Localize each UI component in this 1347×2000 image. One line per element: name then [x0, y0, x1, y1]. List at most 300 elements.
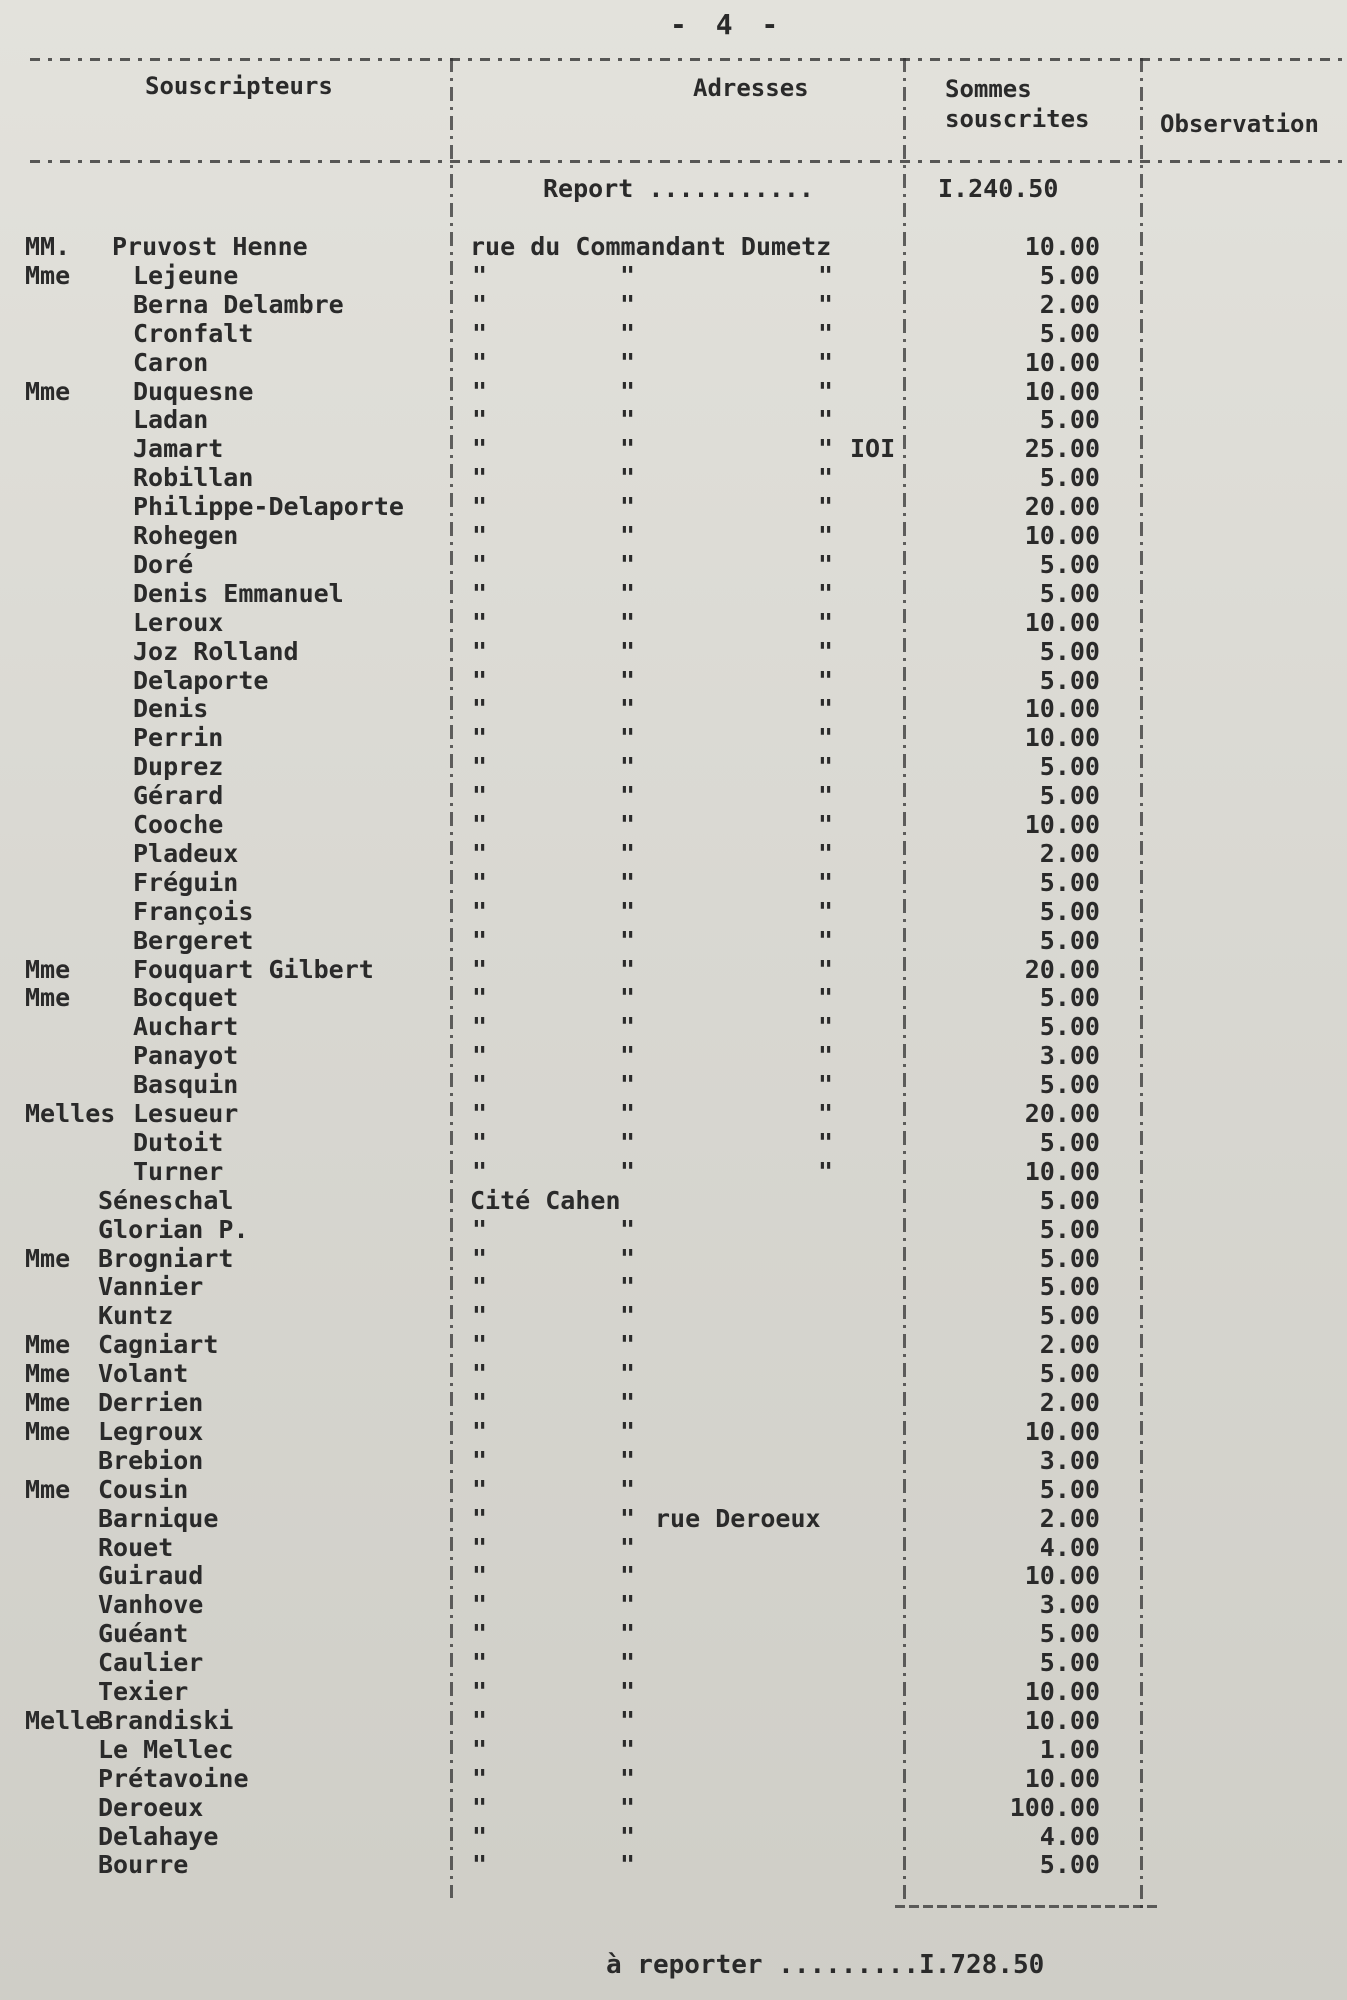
- header-sums: Sommes souscrites: [945, 75, 1090, 133]
- subscriber-name: Doré: [133, 549, 194, 579]
- subscriber-title: Mme: [25, 260, 71, 290]
- list-item: [0, 348, 1347, 377]
- list-item: [0, 1272, 1347, 1301]
- ditto-mark: ": [472, 260, 488, 290]
- list-item: [0, 1128, 1347, 1157]
- ditto-mark: ": [620, 1359, 636, 1389]
- ditto-mark: ": [472, 1388, 488, 1417]
- ditto-mark: ": [818, 1127, 834, 1157]
- ditto-mark: ": [472, 1272, 488, 1302]
- list-item: [0, 492, 1347, 521]
- ditto-mark: ": [818, 781, 834, 811]
- ditto-mark: ": [818, 896, 834, 926]
- subscriber-name: Rohegen: [133, 521, 239, 550]
- subscriber-name: Perrin: [133, 723, 224, 753]
- header-top-rule: [30, 58, 1347, 61]
- ditto-mark: ": [620, 694, 636, 724]
- list-item: [0, 1244, 1347, 1273]
- subscriber-name: Séneschal: [98, 1185, 234, 1215]
- subscriber-title: Mme: [25, 1474, 71, 1504]
- ditto-mark: ": [818, 289, 834, 319]
- ditto-mark: ": [472, 1041, 488, 1071]
- subscribed-amount: 5.00: [1039, 260, 1100, 290]
- ditto-mark: ": [472, 1012, 488, 1042]
- subscribed-amount: 3.00: [1039, 1590, 1100, 1620]
- subscribed-amount: 5.00: [1039, 405, 1100, 435]
- subscriber-name: Auchart: [133, 1012, 239, 1042]
- ditto-mark: ": [472, 434, 488, 464]
- subscriber-name: Leroux: [133, 607, 224, 637]
- subscribed-amount: 10.00: [1024, 376, 1100, 406]
- ditto-mark: ": [818, 463, 834, 493]
- address-note: IOI: [850, 434, 896, 464]
- list-item: [0, 1677, 1347, 1706]
- header-observation: Observation: [1160, 110, 1319, 138]
- list-item: [0, 810, 1347, 839]
- subscriber-name: Delahaye: [98, 1821, 219, 1851]
- subscribed-amount: 5.00: [1039, 896, 1100, 926]
- list-item: [0, 752, 1347, 781]
- ditto-mark: ": [620, 347, 636, 377]
- ditto-mark: ": [472, 289, 488, 319]
- subscriber-name: Caron: [133, 347, 209, 377]
- list-item: [0, 1706, 1347, 1735]
- ditto-mark: ": [620, 1677, 636, 1706]
- ditto-mark: ": [472, 1359, 488, 1389]
- list-item: [0, 926, 1347, 955]
- ditto-mark: ": [620, 1474, 636, 1504]
- header-bottom-rule: [30, 160, 1347, 163]
- list-item: [0, 1215, 1347, 1244]
- subscribed-amount: 5.00: [1039, 1012, 1100, 1042]
- subscriber-name: Gérard: [133, 781, 224, 811]
- ditto-mark: ": [472, 694, 488, 724]
- carry-forward-total: à reporter .........I.728.50: [606, 1950, 1045, 1980]
- subscriber-name: Guiraud: [98, 1561, 204, 1591]
- ditto-mark: ": [620, 1532, 636, 1562]
- ditto-mark: ": [472, 1474, 488, 1504]
- subscriber-name: Panayot: [133, 1041, 239, 1071]
- subscribed-amount: 10.00: [1024, 521, 1100, 550]
- ditto-mark: ": [472, 1734, 488, 1764]
- ditto-mark: ": [472, 318, 488, 348]
- ditto-mark: ": [472, 752, 488, 782]
- subscriber-name: Robillan: [133, 463, 254, 493]
- ditto-mark: ": [620, 434, 636, 464]
- subscriber-name: Legroux: [98, 1416, 204, 1446]
- subscriber-address: Cité Cahen: [470, 1185, 621, 1215]
- ditto-mark: ": [620, 1301, 636, 1331]
- list-item: [0, 434, 1347, 463]
- ditto-mark: ": [472, 492, 488, 522]
- list-item: [0, 1301, 1347, 1330]
- ditto-mark: ": [620, 810, 636, 839]
- ditto-mark: ": [472, 1416, 488, 1446]
- ditto-mark: ": [818, 347, 834, 377]
- ditto-mark: ": [472, 1156, 488, 1186]
- subscriber-name: Jamart: [133, 434, 224, 464]
- ditto-mark: ": [620, 1041, 636, 1071]
- subscriber-name: Basquin: [133, 1070, 239, 1100]
- subscribed-amount: 25.00: [1024, 434, 1100, 464]
- report-label: Report ...........: [543, 174, 814, 203]
- list-item: [0, 463, 1347, 492]
- subscribed-amount: 5.00: [1039, 1474, 1100, 1504]
- ditto-mark: ": [818, 1041, 834, 1071]
- list-item: [0, 1012, 1347, 1041]
- ditto-mark: ": [620, 636, 636, 666]
- ditto-mark: ": [472, 636, 488, 666]
- subscriber-name: Rouet: [98, 1532, 174, 1562]
- ditto-mark: ": [620, 723, 636, 753]
- header-subscribers: Souscripteurs: [145, 72, 333, 100]
- ditto-mark: ": [472, 1821, 488, 1851]
- subscriber-name: Fréguin: [133, 867, 239, 897]
- ditto-mark: ": [620, 838, 636, 868]
- ditto-mark: ": [620, 492, 636, 522]
- ditto-mark: ": [818, 694, 834, 724]
- ditto-mark: ": [620, 463, 636, 493]
- list-item: [0, 1388, 1347, 1417]
- subscriber-title: Melle: [25, 1705, 101, 1735]
- ditto-mark: ": [818, 1070, 834, 1100]
- subscriber-name: Bocquet: [133, 983, 239, 1013]
- list-item: [0, 1561, 1347, 1590]
- subscribed-amount: 5.00: [1039, 1619, 1100, 1649]
- ditto-mark: ": [472, 405, 488, 435]
- subscriber-name: Philippe-Delaporte: [133, 492, 404, 522]
- ditto-mark: ": [818, 752, 834, 782]
- subscribed-amount: 3.00: [1039, 1041, 1100, 1071]
- ditto-mark: ": [620, 1763, 636, 1793]
- subscribed-amount: 10.00: [1024, 1156, 1100, 1186]
- ditto-mark: ": [620, 1734, 636, 1764]
- ditto-mark: ": [620, 521, 636, 550]
- ditto-mark: ": [472, 376, 488, 406]
- subscriber-title: Mme: [25, 954, 71, 984]
- ditto-mark: ": [818, 1156, 834, 1186]
- ditto-mark: ": [472, 607, 488, 637]
- subscriber-name: Brebion: [98, 1445, 204, 1475]
- ditto-mark: ": [472, 1763, 488, 1793]
- ditto-mark: ": [472, 1648, 488, 1678]
- subscribed-amount: 5.00: [1039, 1127, 1100, 1157]
- subscriber-name: Berna Delambre: [133, 289, 344, 319]
- subscriber-title: Mme: [25, 1388, 71, 1417]
- ditto-mark: ": [818, 607, 834, 637]
- subscribed-amount: 10.00: [1024, 607, 1100, 637]
- ditto-mark: ": [818, 838, 834, 868]
- subscriber-title: Mme: [25, 376, 71, 406]
- ditto-mark: ": [620, 867, 636, 897]
- ditto-mark: ": [620, 1503, 636, 1533]
- ditto-mark: ": [472, 578, 488, 608]
- ditto-mark: ": [620, 954, 636, 984]
- ditto-mark: ": [620, 260, 636, 290]
- subscriber-name: Joz Rolland: [133, 636, 299, 666]
- ditto-mark: ": [472, 1070, 488, 1100]
- ditto-mark: ": [472, 1243, 488, 1273]
- ditto-mark: ": [620, 1272, 636, 1302]
- subscriber-name: Caulier: [98, 1648, 204, 1678]
- list-item: [0, 897, 1347, 926]
- ditto-mark: ": [818, 492, 834, 522]
- list-item: [0, 983, 1347, 1012]
- list-item: [0, 261, 1347, 290]
- subscriber-name: Brandiski: [98, 1705, 234, 1735]
- list-item: [0, 377, 1347, 406]
- list-item: [0, 1157, 1347, 1186]
- ditto-mark: ": [620, 318, 636, 348]
- ditto-mark: ": [472, 1619, 488, 1649]
- ditto-mark: ": [472, 1214, 488, 1244]
- ditto-mark: ": [472, 1503, 488, 1533]
- list-item: [0, 232, 1347, 261]
- ditto-mark: ": [472, 838, 488, 868]
- subscriber-name: Derrien: [98, 1388, 204, 1417]
- subscriber-name: Denis Emmanuel: [133, 578, 344, 608]
- list-item: [0, 1619, 1347, 1648]
- subscriber-name: Delaporte: [133, 665, 269, 695]
- subscriber-name: Turner: [133, 1156, 224, 1186]
- subscribed-amount: 5.00: [1039, 752, 1100, 782]
- ditto-mark: ": [620, 1070, 636, 1100]
- subscriber-name: Texier: [98, 1677, 189, 1706]
- subscriber-name: Cousin: [98, 1474, 189, 1504]
- ditto-mark: ": [472, 347, 488, 377]
- list-item: [0, 290, 1347, 319]
- subscribed-amount: 5.00: [1039, 1070, 1100, 1100]
- ditto-mark: ": [620, 1850, 636, 1880]
- ditto-mark: ": [472, 1532, 488, 1562]
- list-item: [0, 608, 1347, 637]
- subscribed-amount: 5.00: [1039, 1301, 1100, 1331]
- ditto-mark: ": [472, 1127, 488, 1157]
- subscribed-amount: 5.00: [1039, 665, 1100, 695]
- list-item: [0, 839, 1347, 868]
- ditto-mark: ": [818, 434, 834, 464]
- ditto-mark: ": [620, 578, 636, 608]
- subscribed-amount: 3.00: [1039, 1445, 1100, 1475]
- list-item: [0, 1504, 1347, 1533]
- ditto-mark: ": [620, 925, 636, 955]
- subscribed-amount: 10.00: [1024, 232, 1100, 261]
- list-item: [0, 1070, 1347, 1099]
- subscriber-name: Guéant: [98, 1619, 189, 1649]
- subscribed-amount: 5.00: [1039, 983, 1100, 1013]
- subscriber-name: Fouquart Gilbert: [133, 954, 374, 984]
- subscribed-amount: 10.00: [1024, 810, 1100, 839]
- ditto-mark: ": [472, 665, 488, 695]
- subscribed-amount: 20.00: [1024, 492, 1100, 522]
- ditto-mark: ": [620, 1243, 636, 1273]
- subscribed-amount: 5.00: [1039, 1359, 1100, 1389]
- list-item: [0, 1186, 1347, 1215]
- ditto-mark: ": [472, 781, 488, 811]
- ditto-mark: ": [620, 1127, 636, 1157]
- list-item: [0, 579, 1347, 608]
- ditto-mark: ": [620, 1388, 636, 1417]
- subscribed-amount: 2.00: [1039, 1330, 1100, 1360]
- subscribed-amount: 2.00: [1039, 289, 1100, 319]
- ditto-mark: ": [620, 1012, 636, 1042]
- subscribed-amount: 5.00: [1039, 463, 1100, 493]
- list-item: [0, 1475, 1347, 1504]
- subscribed-amount: 5.00: [1039, 1185, 1100, 1215]
- list-item: [0, 1330, 1347, 1359]
- ditto-mark: ": [818, 318, 834, 348]
- ditto-mark: ": [472, 1099, 488, 1128]
- subscribed-amount: 10.00: [1024, 694, 1100, 724]
- ditto-mark: ": [818, 925, 834, 955]
- ditto-mark: ": [818, 723, 834, 753]
- list-item: [0, 1041, 1347, 1070]
- ditto-mark: ": [472, 954, 488, 984]
- ditto-mark: ": [472, 1561, 488, 1591]
- ditto-mark: ": [472, 723, 488, 753]
- subscribed-amount: 100.00: [1009, 1792, 1100, 1822]
- ditto-mark: ": [472, 896, 488, 926]
- list-item: [0, 781, 1347, 810]
- subscriber-name: Denis: [133, 694, 209, 724]
- list-item: [0, 1533, 1347, 1562]
- list-item: [0, 868, 1347, 897]
- list-item: [0, 319, 1347, 348]
- ditto-mark: ": [620, 1445, 636, 1475]
- ditto-mark: ": [620, 1099, 636, 1128]
- ditto-mark: ": [472, 463, 488, 493]
- subscribed-amount: 4.00: [1039, 1821, 1100, 1851]
- ditto-mark: ": [620, 376, 636, 406]
- subscribed-amount: 10.00: [1024, 723, 1100, 753]
- subscriber-name: Cooche: [133, 810, 224, 839]
- subscriber-name: Vannier: [98, 1272, 204, 1302]
- list-item: [0, 955, 1347, 984]
- subscribed-amount: 5.00: [1039, 636, 1100, 666]
- subscriber-name: Vanhove: [98, 1590, 204, 1620]
- subscribed-amount: 10.00: [1024, 1416, 1100, 1446]
- list-item: [0, 723, 1347, 752]
- subscriber-name: François: [133, 896, 254, 926]
- ditto-mark: ": [620, 289, 636, 319]
- subscribed-amount: 5.00: [1039, 1214, 1100, 1244]
- subscriber-title: Melles: [25, 1099, 116, 1128]
- ditto-mark: ": [818, 636, 834, 666]
- subscriber-name: Barnique: [98, 1503, 219, 1533]
- ditto-mark: ": [818, 405, 834, 435]
- list-item: [0, 1764, 1347, 1793]
- subscribed-amount: 5.00: [1039, 1648, 1100, 1678]
- subscribed-amount: 2.00: [1039, 1388, 1100, 1417]
- ditto-mark: ": [818, 810, 834, 839]
- ditto-mark: ": [620, 549, 636, 579]
- list-item: [0, 694, 1347, 723]
- subscribed-amount: 20.00: [1024, 954, 1100, 984]
- ditto-mark: ": [818, 983, 834, 1013]
- ditto-mark: ": [818, 954, 834, 984]
- ditto-mark: ": [818, 376, 834, 406]
- ditto-mark: ": [620, 1619, 636, 1649]
- ditto-mark: ": [472, 1301, 488, 1331]
- list-item: [0, 1735, 1347, 1764]
- ditto-mark: ": [472, 1792, 488, 1822]
- subscriber-name: Cronfalt: [133, 318, 254, 348]
- ditto-mark: ": [472, 983, 488, 1013]
- subscribed-amount: 2.00: [1039, 838, 1100, 868]
- ditto-mark: ": [472, 1677, 488, 1706]
- ditto-mark: ": [620, 896, 636, 926]
- ditto-mark: ": [620, 1156, 636, 1186]
- subscriber-name: Duprez: [133, 752, 224, 782]
- subscribed-amount: 5.00: [1039, 781, 1100, 811]
- ditto-mark: ": [620, 1792, 636, 1822]
- subscribed-amount: 5.00: [1039, 1850, 1100, 1880]
- ditto-mark: ": [818, 521, 834, 550]
- ditto-mark: ": [818, 1012, 834, 1042]
- subscriber-name: Pladeux: [133, 838, 239, 868]
- subscriber-name: Cagniart: [98, 1330, 219, 1360]
- subscriber-name: Ladan: [133, 405, 209, 435]
- subscribed-amount: 20.00: [1024, 1099, 1100, 1128]
- list-item: [0, 1417, 1347, 1446]
- address-note: rue Deroeux: [655, 1503, 821, 1533]
- subscriber-name: Bourre: [98, 1850, 189, 1880]
- ditto-mark: ": [620, 781, 636, 811]
- ditto-mark: ": [620, 665, 636, 695]
- ditto-mark: ": [620, 752, 636, 782]
- subscriber-title: Mme: [25, 1330, 71, 1360]
- subscriber-title: Mme: [25, 1416, 71, 1446]
- sums-closing-rule: [895, 1905, 1157, 1908]
- ditto-mark: ": [472, 521, 488, 550]
- list-item: [0, 1446, 1347, 1475]
- ditto-mark: ": [472, 1705, 488, 1735]
- subscribed-amount: 10.00: [1024, 1561, 1100, 1591]
- subscriber-name: Kuntz: [98, 1301, 174, 1331]
- ditto-mark: ": [818, 578, 834, 608]
- list-item: [0, 1099, 1347, 1128]
- ditto-mark: ": [620, 1330, 636, 1360]
- ditto-mark: ": [818, 1099, 834, 1128]
- subscriber-title: Mme: [25, 983, 71, 1013]
- ditto-mark: ": [472, 1445, 488, 1475]
- list-item: [0, 1590, 1347, 1619]
- ditto-mark: ": [620, 1705, 636, 1735]
- ditto-mark: ": [620, 1416, 636, 1446]
- subscriber-name: Duquesne: [133, 376, 254, 406]
- subscribed-amount: 5.00: [1039, 578, 1100, 608]
- ditto-mark: ": [620, 1590, 636, 1620]
- list-item: [0, 1648, 1347, 1677]
- subscribed-amount: 5.00: [1039, 1272, 1100, 1302]
- list-item: [0, 521, 1347, 550]
- subscriber-title: Mme: [25, 1243, 71, 1273]
- ditto-mark: ": [620, 1561, 636, 1591]
- subscriber-title: MM.: [25, 232, 71, 261]
- subscriber-name: Lejeune: [133, 260, 239, 290]
- subscriber-name: Lesueur: [133, 1099, 239, 1128]
- subscriber-name: Volant: [98, 1359, 189, 1389]
- ditto-mark: ": [472, 925, 488, 955]
- subscribed-amount: 5.00: [1039, 549, 1100, 579]
- ditto-mark: ": [620, 405, 636, 435]
- subscribed-amount: 10.00: [1024, 1763, 1100, 1793]
- subscriber-name: Deroeux: [98, 1792, 204, 1822]
- header-addresses: Adresses: [693, 74, 809, 102]
- subscriber-name: Dutoit: [133, 1127, 224, 1157]
- page-number: - 4 -: [670, 8, 785, 41]
- list-item: [0, 666, 1347, 695]
